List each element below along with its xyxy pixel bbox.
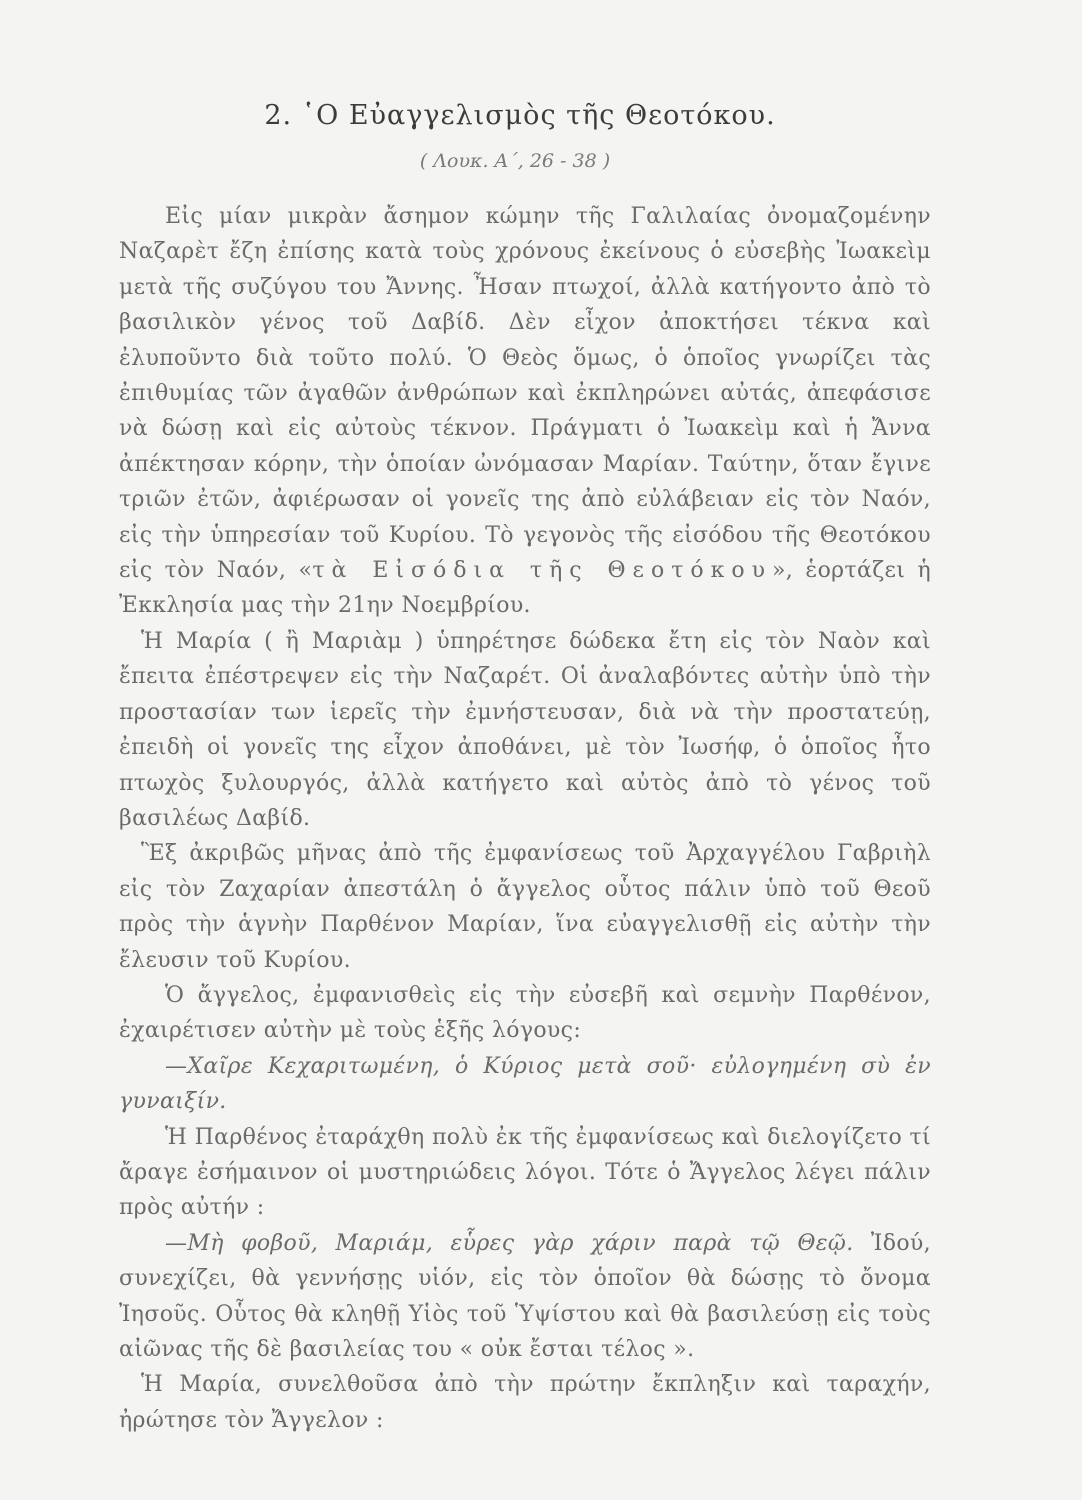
paragraph-1-end: », ἑορτάζει ἡ Ἐκκλησία μας τὴν 21ην Νοεμβρίου. [119, 558, 932, 619]
paragraph-1-text: Εἰς μίαν μικρὰν ἄσημον κώμην τῆς Γαλιλαίας ὀνομαζομένην Ναζαρὲτ ἔζη ἐπίσης κατὰ τοὺς χρόνους ἐκείνους ὁ εὐσεβὴς Ἰωακεὶμ μετὰ τῆς συζύγου του Ἄννης. Ἦσαν πτωχοί, ἀλλὰ κατήγοντο ἀπὸ τὸ βασιλικὸν γένος τοῦ Δαβίδ. Δὲν εἶχον ἀποκτήσει τέκνα καὶ ἐλυποῦντο διὰ τοῦτο πολύ. Ὁ Θεὸς ὅμως, ὁ ὁποῖος γνωρίζει τὰς ἐπιθυμίας τῶν ἀγαθῶν ἀνθρώπων καὶ ἐκπληρώνει αὐτάς, ἀπεφάσισε νὰ δώσῃ καὶ εἰς αὐτοὺς τέκνον. Πράγματι ὁ Ἰωακεὶμ καὶ ἡ Ἄννα ἀπέκτησαν κόρην, τὴν ὁποίαν ὠνόμασαν Μαρίαν. Ταύτην, ὅταν ἔγινε τριῶν ἐτῶν, ἀφιέρωσαν οἱ γονεῖς της ἀπὸ εὐλάβειαν εἰς τὸν Ναόν, εἰς τὴν ὑπηρεσίαν τοῦ Κυρίου. Τὸ γεγονὸς τῆς εἰσόδου τῆς Θεοτόκου εἰς τὸν Ναόν, « [119, 204, 931, 584]
paragraph-8: Ἡ Μαρία, συνελθοῦσα ἀπὸ τὴν πρώτην ἔκπληξιν καὶ ταραχήν, ἠρώτησε τὸν Ἄγγελον : [119, 1372, 931, 1433]
angel-words: Μὴ φοβοῦ, Μαριάμ, εὗρες γὰρ χάριν παρὰ τῷ Θεῷ. [187, 1230, 854, 1256]
scripture-reference: ( Λουκ. Α΄, 26 - 38 ) [419, 150, 611, 172]
paragraph-5-quote [119, 1049, 931, 1120]
angel-greeting: Χαῖρε Κεχαριτωμένη, ὁ Κύριος μετὰ σοῦ· εὐλογημένη σὺ ἐν γυναιξίν. [119, 1053, 931, 1115]
paragraph-1 [119, 199, 931, 624]
paragraph-2: Ἡ Μαρία ( ἢ Μαριὰμ ) ὑπηρέτησε δώδεκα ἔτη εἰς τὸν Ναὸν καὶ ἔπειτα ἐπέστρεψεν εἰς τὴν Ναζαρέτ. Οἱ ἀναλαβόντες αὐτὴν ὑπὸ τὴν προστασίαν των ἱερεῖς τὴν ἐμνήστευσαν, διὰ νὰ τὴν προστατεύῃ, ἐπειδὴ οἱ γονεῖς της εἶχον ἀποθάνει, μὲ τὸν Ἰωσήφ, ὁ ὁποῖος ἦτο πτωχὸς ξυλουργός, ἀλλὰ κατήγετο καὶ αὐτὸς ἀπὸ τὸ γένος τοῦ βασιλέως Δαβίδ. [119, 628, 931, 831]
paragraph-7-text: Ἰδού, συνεχίζει, θὰ γεννήσῃς υἱόν, εἰς τὸν ὁποῖον θὰ δώσῃς τὸ ὄνομα Ἰησοῦς. Οὗτος θὰ κληθῇ Υἱὸς τοῦ Ὑψίστου καὶ θὰ βασιλεύσῃ εἰς τοὺς αἰῶνας τῆς δὲ βασιλείας του « οὐκ ἔσται τέλος ». [119, 1230, 931, 1362]
quote-dash-2: — [165, 1230, 188, 1256]
chapter-body [119, 199, 931, 1438]
paragraph-3: Ἓξ ἀκριβῶς μῆνας ἀπὸ τῆς ἐμφανίσεως τοῦ Ἀρχαγγέλου Γαβριὴλ εἰς τὸν Ζαχαρίαν ἀπεστάλη ὁ ἄγγελος οὗτος πάλιν ὑπὸ τοῦ Θεοῦ πρὸς τὴν ἁγνὴν Παρθένον Μαρίαν, ἵνα εὐαγγελισθῇ εἰς αὐτὴν τὴν ἔλευσιν τοῦ Κυρίου. [119, 841, 931, 973]
chapter-title: 2. ῾Ο Εὐαγγελισμὸς τῆς Θεοτόκου. [264, 100, 776, 131]
feast-name-spaced: τὰ Εἰσόδια τῆς Θεοτόκου [312, 558, 772, 584]
paragraph-7 [119, 1226, 931, 1368]
paragraph-4: Ὁ ἄγγελος, ἐμφανισθεὶς εἰς τὴν εὐσεβῆ καὶ σεμνὴν Παρθένον, ἐχαιρέτισεν αὐτὴν μὲ τοὺς ἑξῆς λόγους: [119, 982, 931, 1044]
paragraph-6: Ἡ Παρθένος ἐταράχθη πολὺ ἐκ τῆς ἐμφανίσεως καὶ διελογίζετο τί ἄραγε ἐσήμαινον οἱ μυστηριώδεις λόγοι. Τότε ὁ Ἄγγελος λέγει πάλιν πρὸς αὐτήν : [119, 1124, 931, 1221]
quote-dash: — [165, 1053, 188, 1079]
